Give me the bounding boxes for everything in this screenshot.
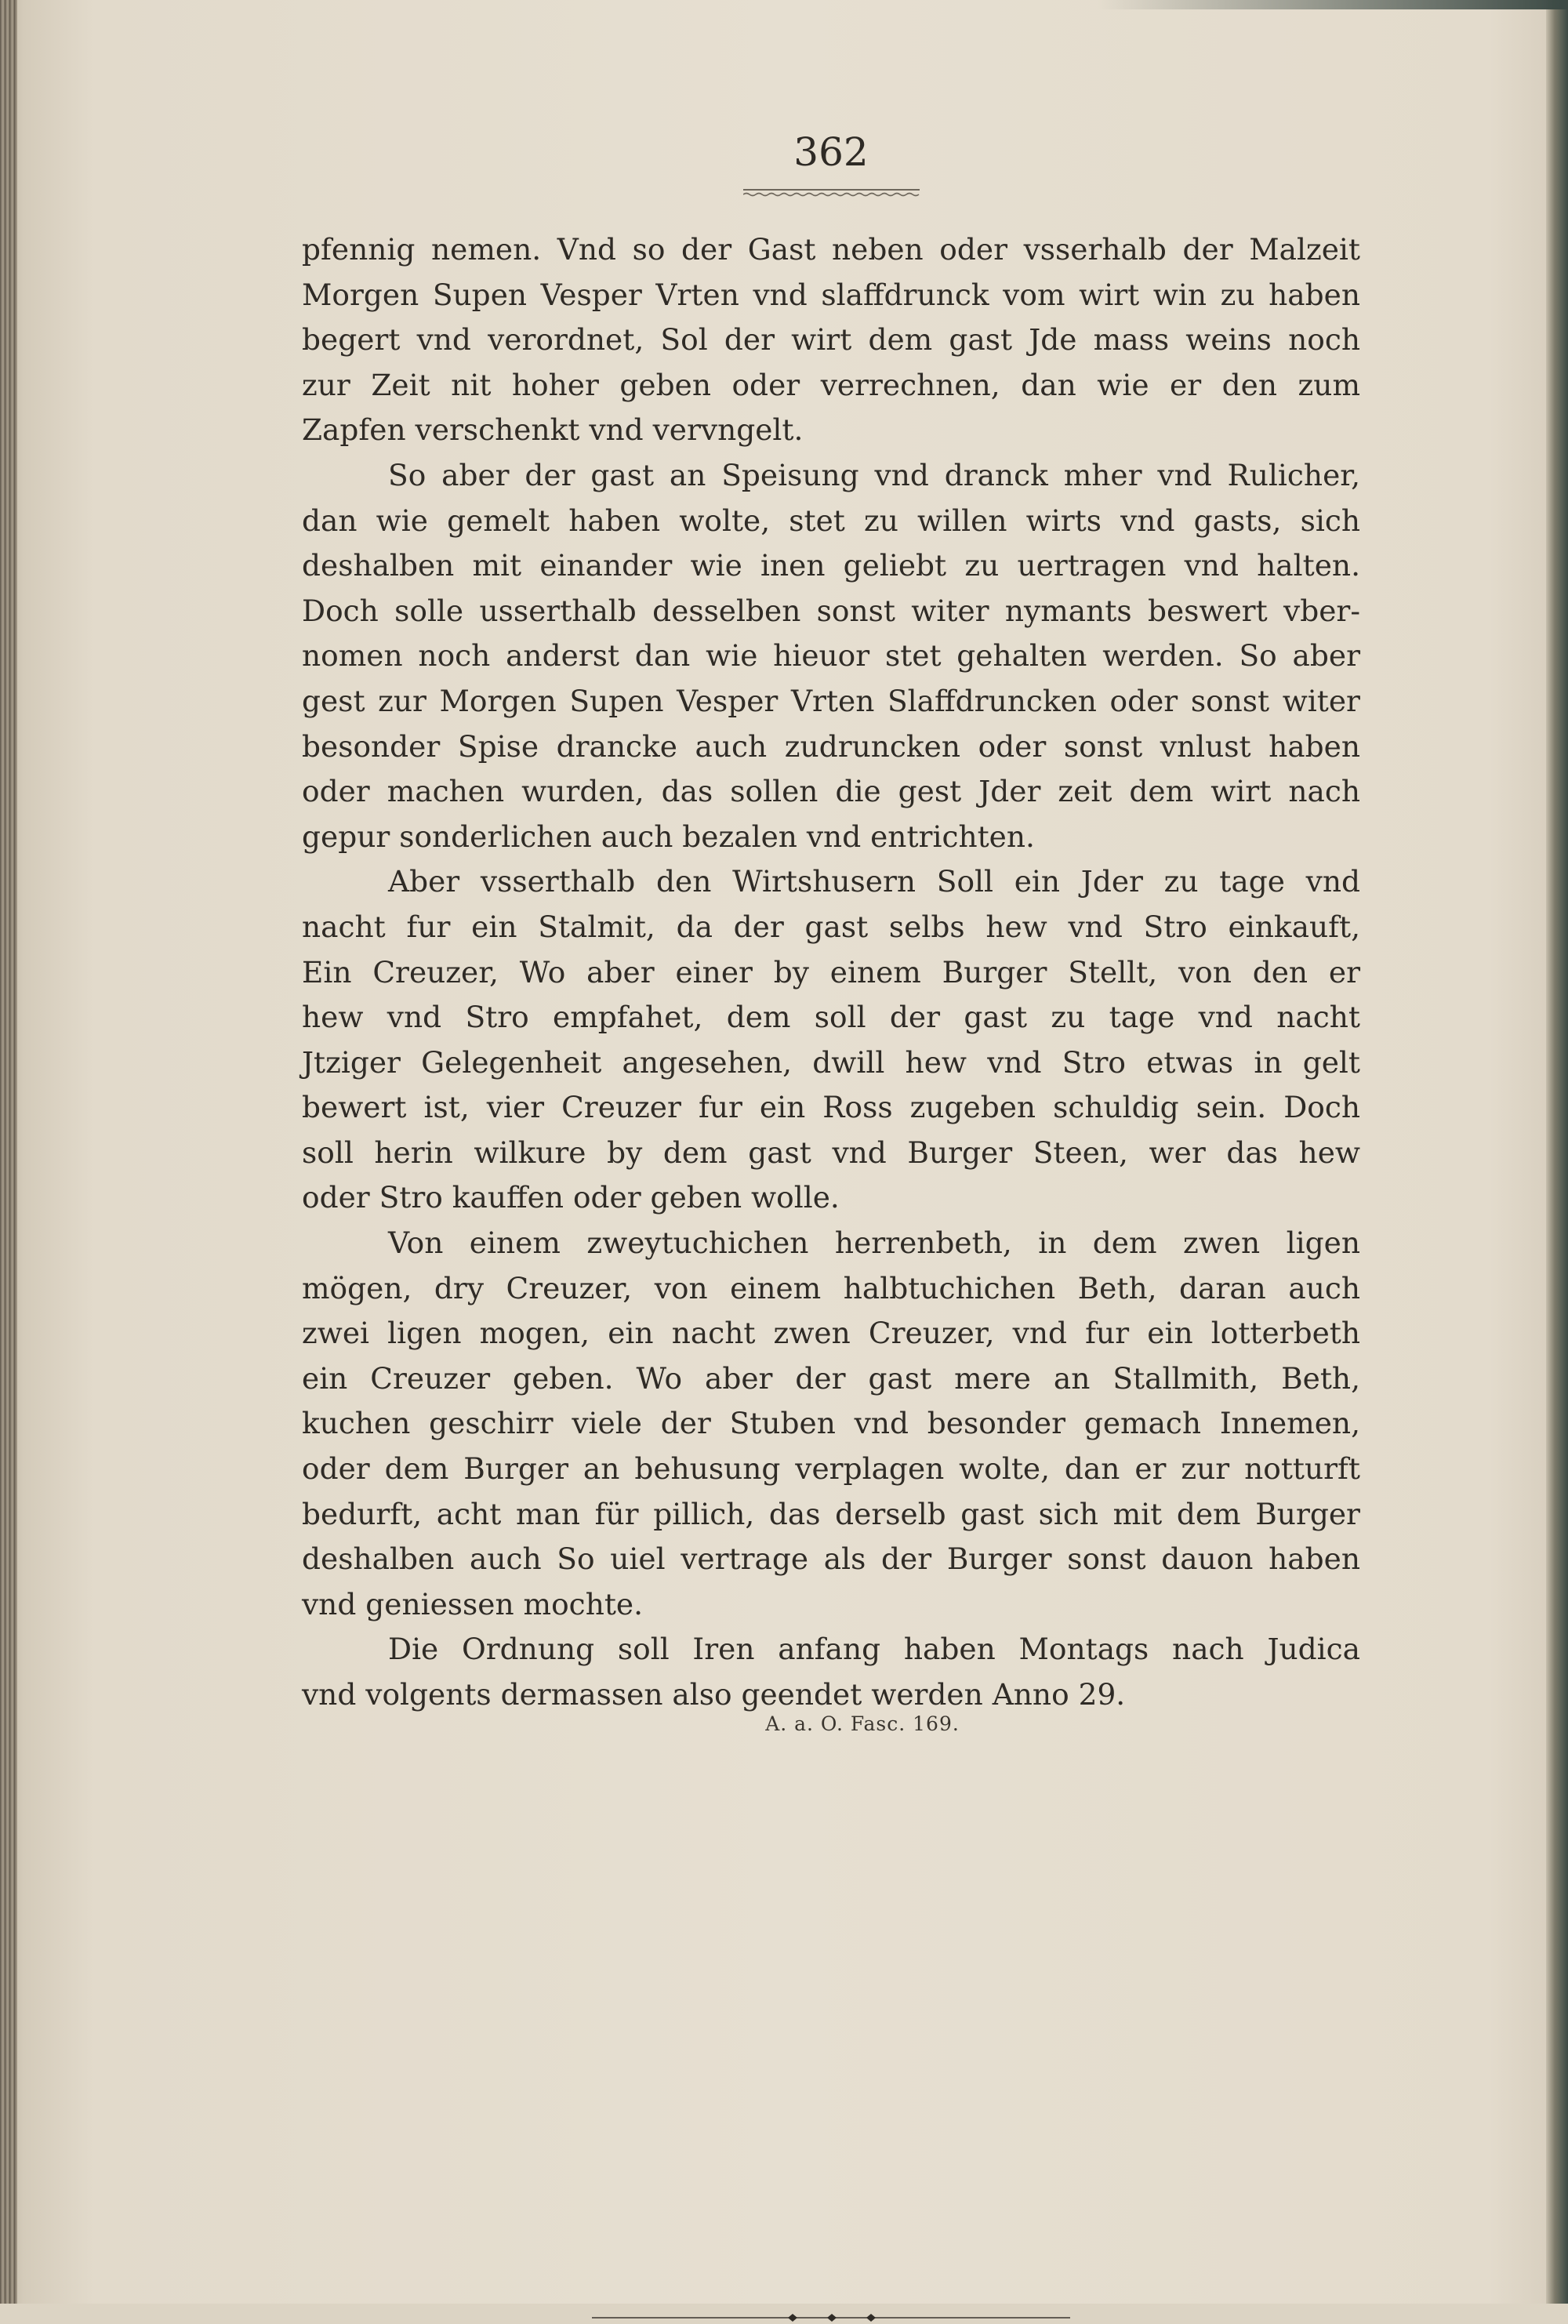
text-line: vnd volgents dermassen also geendet werden Anno 29. <box>302 1677 1126 1712</box>
text-line: oder dem Burger an behusung verplagen wolte, dan er zur notturft <box>302 1451 1360 1487</box>
text-line: bedurft, acht man für pillich, das derselb gast sich mit dem Burger <box>302 1496 1360 1531</box>
ornament-diamond <box>788 2314 797 2322</box>
text-line: hew vnd Stro empfahet, dem soll der gast zu tage vnd nacht <box>302 1000 1360 1035</box>
ornament-diamond <box>866 2314 876 2322</box>
page-edge <box>1546 0 1568 2304</box>
text-line: vnd geniessen mochte. <box>302 1586 644 1621</box>
text-line: besonder Spise drancke auch zudruncken oder sonst vnlust haben <box>302 728 1360 764</box>
text-line: oder machen wurden, das sollen die gest Jder zeit dem wirt nach <box>302 774 1360 809</box>
text-line: gest zur Morgen Supen Vesper Vrten Slaffdruncken oder sonst witer <box>302 683 1360 718</box>
main-text <box>302 227 1360 1718</box>
text-line: Aber vsserthalb den Wirtshusern Soll ein Jder zu tage vnd <box>388 864 1360 899</box>
closing-ornament-rule <box>592 2311 1070 2324</box>
text-line: mögen, dry Creuzer, von einem halbtuchichen Beth, daran auch <box>302 1270 1360 1305</box>
text-line: gepur sonderlichen auch bezalen vnd entrichten. <box>302 819 1035 854</box>
text-line: Doch solle usserthalb desselben sonst witer nymants beswert vber- <box>302 593 1360 628</box>
text-line: deshalben auch So uiel vertrage als der Burger sonst dauon haben <box>302 1541 1360 1577</box>
ornament-diamond <box>827 2314 837 2322</box>
page-number-wavy-rule <box>743 186 920 191</box>
text-line: Zapfen verschenkt vnd vervngelt. <box>302 412 804 448</box>
top-edge-shadow <box>1098 0 1568 9</box>
text-line: dan wie gemelt haben wolte, stet zu willen wirts vnd gasts, sich <box>302 503 1360 538</box>
text-line: ein Creuzer geben. Wo aber der gast mere an Stallmith, Beth, <box>302 1360 1360 1396</box>
page-number: 362 <box>793 129 869 175</box>
text-line: pfennig nemen. Vnd so der Gast neben oder vsserhalb der Malzeit <box>302 232 1360 267</box>
text-line: oder Stro kauffen oder geben wolle. <box>302 1180 840 1215</box>
book-binding-edge <box>0 0 17 2304</box>
text-line: bewert ist, vier Creuzer fur ein Ross zugeben schuldig sein. Doch <box>302 1090 1360 1125</box>
text-line: Von einem zweytuchichen herrenbeth, in dem zwen ligen <box>388 1226 1360 1261</box>
wavy-rule-svg <box>743 191 920 198</box>
text-line: Jtziger Gelegenheit angesehen, dwill hew vnd Stro etwas in gelt <box>302 1044 1360 1080</box>
text-line: zwei ligen mogen, ein nacht zwen Creuzer, vnd fur ein lotterbeth <box>302 1316 1360 1351</box>
text-line: soll herin wilkure by dem gast vnd Burger Steen, wer das hew <box>302 1135 1360 1170</box>
text-line: zur Zeit nit hoher geben oder verrechnen, dan wie er den zum <box>302 367 1360 402</box>
text-line: So aber der gast an Speisung vnd dranck mher vnd Rulicher, <box>388 457 1360 492</box>
source-citation: A. a. O. Fasc. 169. <box>765 1712 960 1735</box>
text-line: begert vnd verordnet, Sol der wirt dem gast Jde mass weins noch <box>302 322 1360 358</box>
text-line: deshalben mit einander wie inen geliebt zu uertragen vnd halten. <box>302 548 1360 583</box>
text-line: Morgen Supen Vesper Vrten vnd slaffdrunck vom wirt win zu haben <box>302 277 1360 312</box>
text-line: Ein Creuzer, Wo aber einer by einem Burger Stellt, von den er <box>302 954 1360 990</box>
text-line: nomen noch anderst dan wie hieuor stet gehalten werden. So aber <box>302 638 1360 674</box>
text-line: nacht fur ein Stalmit, da der gast selbs hew vnd Stro einkauft, <box>302 909 1360 944</box>
text-line: kuchen geschirr viele der Stuben vnd besonder gemach Innemen, <box>302 1406 1360 1441</box>
text-line: Die Ordnung soll Iren anfang haben Montags nach Judica <box>388 1632 1360 1667</box>
